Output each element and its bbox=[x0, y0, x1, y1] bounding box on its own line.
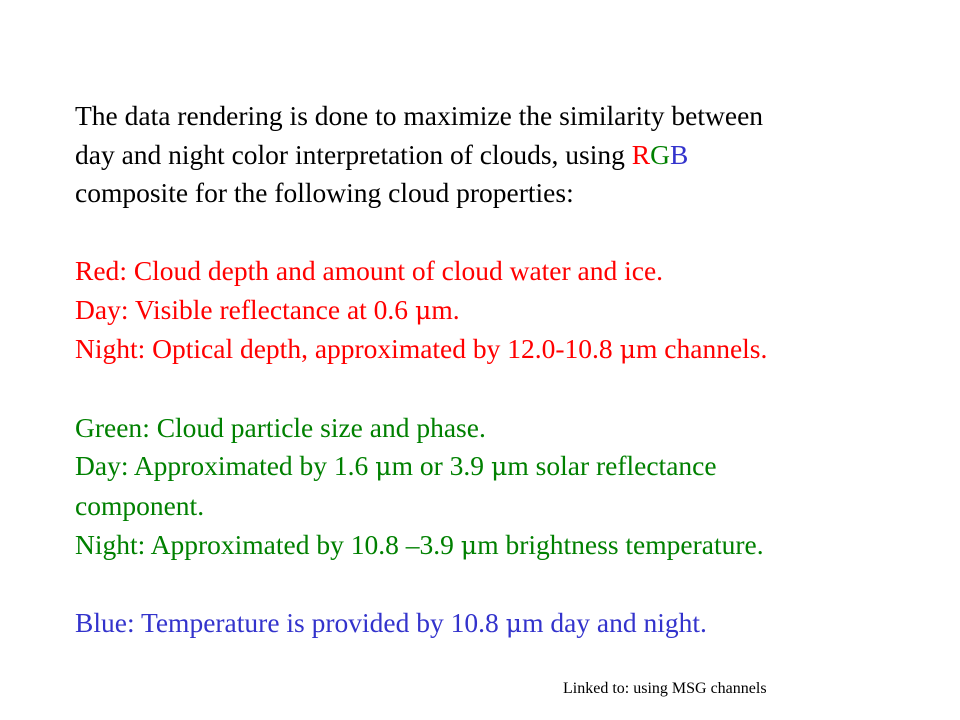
mu-symbol: μ bbox=[460, 530, 478, 560]
green-heading-line bbox=[75, 409, 935, 448]
red-heading-description: : Cloud depth and amount of cloud water and ice. bbox=[119, 254, 664, 286]
red-night-text: Night: Optical depth, approximated by 12.0-10.8 bbox=[75, 333, 620, 365]
blue-line bbox=[75, 604, 935, 644]
footer-link-note[interactable]: Linked to: using MSG channels bbox=[563, 680, 767, 697]
green-heading-description: : Cloud particle size and phase. bbox=[142, 411, 486, 443]
red-night-line bbox=[75, 330, 935, 370]
green-night-unit: m brightness temperature. bbox=[477, 528, 764, 560]
blue-unit: m day and night. bbox=[522, 607, 707, 639]
intro-text-1: The data rendering is done to maximize the similarity between bbox=[75, 100, 764, 131]
mu-symbol: μ bbox=[375, 452, 392, 482]
red-heading-line bbox=[75, 252, 935, 291]
intro-line-3 bbox=[75, 174, 935, 213]
slide-body bbox=[75, 97, 935, 644]
spacer bbox=[75, 565, 935, 604]
blue-text: : Temperature is provided by 10.8 bbox=[126, 607, 506, 639]
intro-text-2: day and night color interpretation of clouds, using bbox=[75, 138, 632, 170]
green-heading: Green bbox=[75, 411, 143, 443]
spacer bbox=[75, 370, 935, 409]
red-heading: Red bbox=[75, 254, 120, 286]
green-night-text: Night: Approximated by 10.8 –3.9 bbox=[75, 528, 461, 560]
red-day-text: Day: Visible reflectance at 0.6 bbox=[75, 293, 415, 325]
green-day-line-2 bbox=[75, 487, 935, 526]
intro-line-1 bbox=[75, 97, 935, 136]
green-day-text: Day: Approximated by 1.6 bbox=[75, 450, 376, 482]
mu-symbol: μ bbox=[414, 295, 432, 325]
green-day-line bbox=[75, 447, 935, 487]
green-day-suffix: m solar reflectance bbox=[507, 450, 717, 482]
mu-symbol: μ bbox=[490, 452, 508, 482]
red-day-unit: m. bbox=[431, 293, 460, 325]
red-night-unit: m channels. bbox=[636, 333, 768, 365]
green-day-mid: m or 3.9 bbox=[391, 450, 491, 482]
mu-symbol: μ bbox=[619, 335, 637, 365]
intro-line-2 bbox=[75, 136, 935, 175]
rgb-letter-r: R bbox=[631, 138, 651, 170]
red-day-line bbox=[75, 291, 935, 331]
mu-symbol: μ bbox=[505, 609, 523, 639]
green-night-line bbox=[75, 526, 935, 566]
spacer bbox=[75, 213, 935, 252]
rgb-letter-g: G bbox=[650, 138, 670, 170]
blue-heading: Blue bbox=[75, 607, 127, 639]
rgb-letter-b: B bbox=[669, 138, 689, 170]
green-day-continuation: component. bbox=[75, 490, 205, 521]
intro-text-3: composite for the following cloud properties: bbox=[75, 177, 574, 209]
